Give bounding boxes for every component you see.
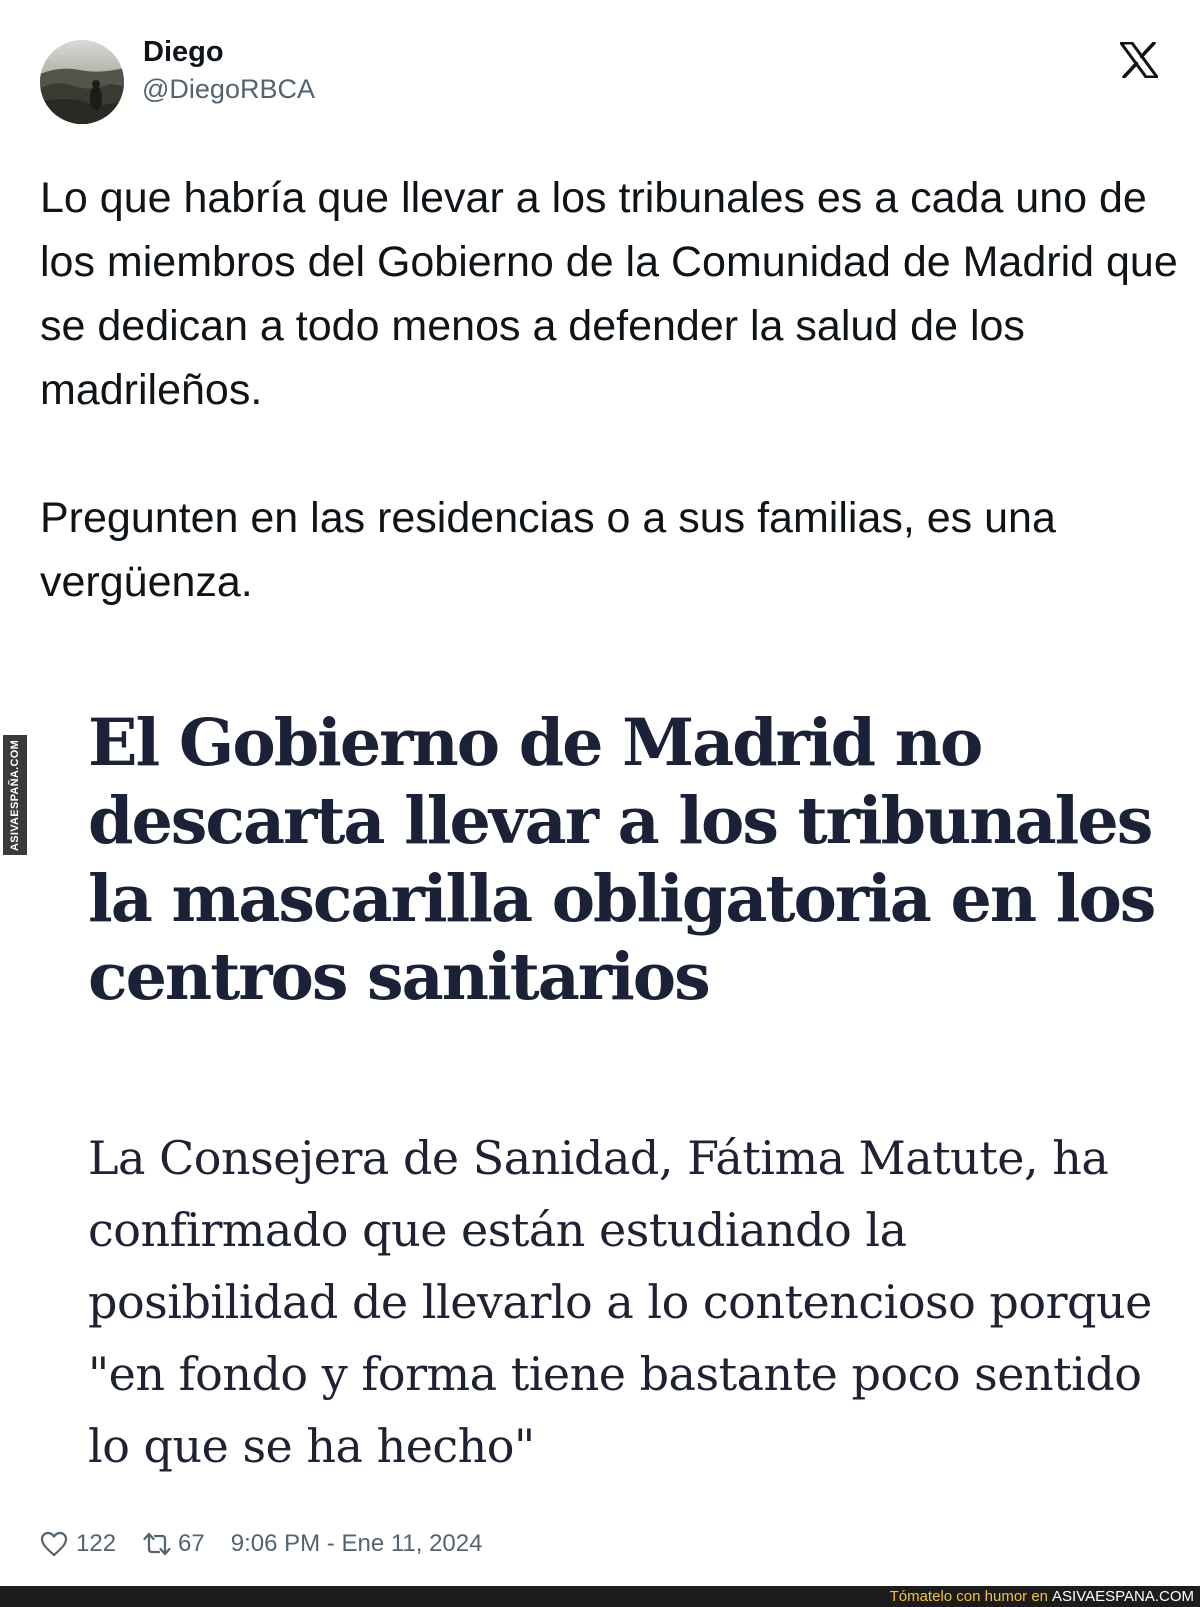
- bottom-watermark-bar: [0, 1586, 1200, 1607]
- retweet-button[interactable]: [142, 1530, 205, 1558]
- article-subhead: La Consejera de Sanidad, Fátima Matute, ha confirmado que están estudiando la posibilidad de llevarlo a lo contencioso porque "en fondo y forma tiene bastante poco sentido lo que se ha hecho": [88, 1131, 1152, 1473]
- user-handle[interactable]: @DiegoRBCA: [142, 74, 315, 104]
- tweet-text: Lo que habría que llevar a los tribunales es a cada uno de los miembros del Gobierno de la Comunidad de Madrid que se dedican a todo menos a defender la salud de los madrileños. Pregunten en las residencias o a sus familias, es una vergüenza.: [40, 174, 1178, 606]
- like-button[interactable]: [40, 1530, 116, 1558]
- tweet-stats: [40, 1526, 482, 1562]
- watermark-tagline: Tómatelo con humor en: [889, 1588, 1049, 1605]
- avatar[interactable]: [40, 40, 124, 124]
- retweet-icon: [142, 1531, 172, 1557]
- retweet-count: 67: [178, 1530, 205, 1557]
- tweet-timestamp[interactable]: 9:06 PM - Ene 11, 2024: [230, 1530, 483, 1557]
- watermark-site-link[interactable]: ASIVAESPANA.COM: [1052, 1588, 1194, 1605]
- heart-icon: [40, 1531, 68, 1557]
- x-logo-icon[interactable]: [1120, 42, 1158, 78]
- like-count: 122: [76, 1530, 117, 1557]
- side-watermark: ASIVAESPAÑA.COM: [3, 735, 27, 855]
- display-name[interactable]: Diego: [143, 36, 224, 68]
- article-headline: El Gobierno de Madrid no descarta llevar a los tribunales la mascarilla obligatoria en los centros sanitarios: [88, 705, 1155, 1015]
